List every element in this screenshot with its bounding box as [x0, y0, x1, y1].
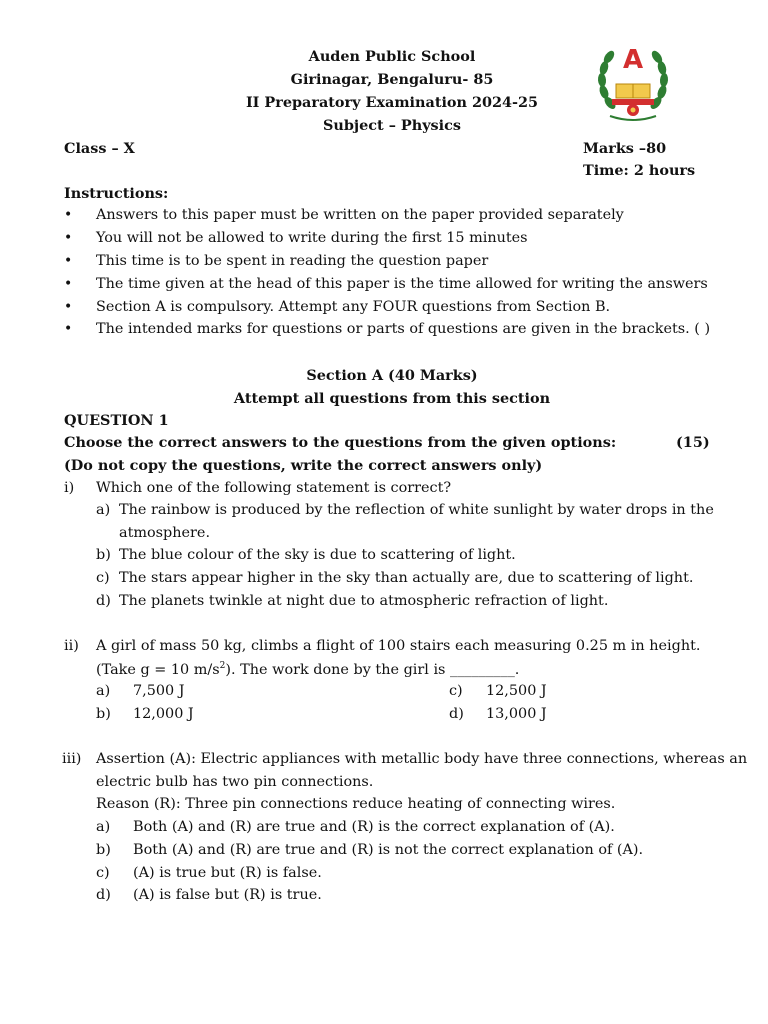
marks-label: Marks –80: [583, 140, 667, 157]
option-text-cont: atmosphere.: [119, 525, 211, 541]
instruction-text: You will not be allowed to write during the first 15 minutes: [96, 230, 528, 246]
school-address: Girinagar, Bengaluru- 85: [290, 71, 494, 88]
question-1-label: QUESTION 1: [64, 412, 169, 429]
option-label: c): [96, 570, 110, 586]
class-label: Class – X: [64, 140, 135, 157]
option-text: (A) is false but (R) is true.: [133, 887, 322, 903]
option-text: The rainbow is produced by the reflection of white sunlight by water drops in the: [119, 502, 714, 518]
option-label: b): [96, 547, 111, 563]
option-label: a): [96, 683, 111, 699]
option-text: The blue colour of the sky is due to scattering of light.: [119, 547, 516, 563]
reason-text: Reason (R): Three pin connections reduce heating of connecting wires.: [96, 796, 616, 812]
bullet: •: [64, 253, 73, 269]
subject-line: Subject – Physics: [323, 117, 461, 134]
question-text-cont: [96, 661, 519, 678]
question-number: i): [64, 480, 75, 496]
option-text: 12,000 J: [133, 706, 194, 722]
question-number: ii): [64, 638, 79, 654]
option-label: a): [96, 819, 111, 835]
option-label: d): [96, 887, 111, 903]
option-text: 7,500 J: [133, 683, 185, 699]
question-number: iii): [62, 751, 82, 767]
option-text: (A) is true but (R) is false.: [133, 865, 322, 881]
option-label: d): [449, 706, 464, 722]
question-1-note: (Do not copy the questions, write the correct answers only): [64, 457, 543, 474]
option-text: The planets twinkle at night due to atmospheric refraction of light.: [119, 593, 609, 609]
instruction-text: This time is to be spent in reading the question paper: [96, 253, 489, 269]
time-label: Time: 2 hours: [583, 162, 696, 179]
option-text: Both (A) and (R) are true and (R) is not the correct explanation of (A).: [133, 842, 644, 858]
instructions-title: Instructions:: [64, 185, 169, 202]
logo-letter: A: [622, 45, 644, 75]
instruction-text: Answers to this paper must be written on the paper provided separately: [96, 207, 624, 223]
assertion-text-cont: electric bulb has two pin connections.: [96, 774, 374, 790]
question-1-marks: (15): [676, 434, 710, 451]
blank-text: ). The work done by the girl is _________.: [225, 661, 520, 678]
school-name: Auden Public School: [308, 48, 476, 65]
question-text: Which one of the following statement is correct?: [96, 480, 452, 496]
question-1-instruction: Choose the correct answers to the questions from the given options:: [64, 434, 617, 451]
bullet: •: [64, 299, 73, 315]
exam-title: II Preparatory Examination 2024-25: [245, 94, 539, 111]
option-text: 12,500 J: [486, 683, 547, 699]
option-label: d): [96, 593, 111, 609]
instruction-text: The intended marks for questions or parts of questions are given in the brackets. ( ): [96, 321, 711, 337]
option-text: The stars appear higher in the sky than actually are, due to scattering of light.: [119, 570, 694, 586]
option-label: b): [96, 706, 111, 722]
option-label: b): [96, 842, 111, 858]
section-a-title: Section A (40 Marks): [306, 367, 478, 384]
bullet: •: [64, 207, 73, 223]
question-text: A girl of mass 50 kg, climbs a flight of 100 stairs each measuring 0.25 m in height.: [96, 638, 701, 654]
section-a-subtitle: Attempt all questions from this section: [233, 390, 551, 407]
bullet: •: [64, 321, 73, 337]
instruction-text: The time given at the head of this paper is the time allowed for writing the answers: [96, 276, 708, 292]
bullet: •: [64, 230, 73, 246]
instruction-text: Section A is compulsory. Attempt any FOUR questions from Section B.: [96, 299, 611, 315]
assertion-text: Assertion (A): Electric appliances with metallic body have three connections, whereas an: [96, 751, 748, 767]
option-text: Both (A) and (R) are true and (R) is the correct explanation of (A).: [133, 819, 615, 835]
bullet: •: [64, 276, 73, 292]
given-value: (Take g = 10 m/s: [96, 661, 220, 678]
option-label: a): [96, 502, 111, 518]
option-label: c): [449, 683, 463, 699]
option-text: 13,000 J: [486, 706, 547, 722]
option-label: c): [96, 865, 110, 881]
superscript: 2: [219, 661, 226, 671]
